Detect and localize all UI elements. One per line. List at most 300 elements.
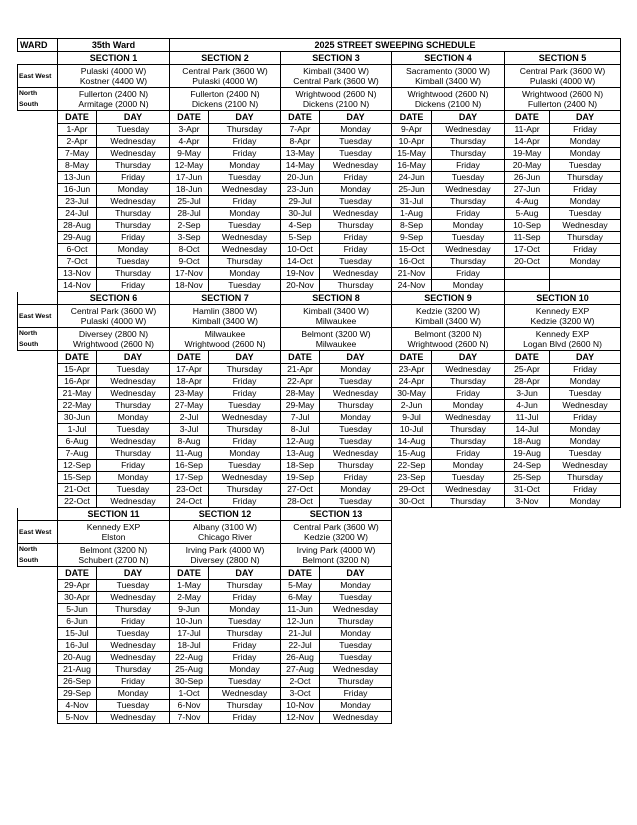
sweep-day: Wednesday	[432, 364, 505, 376]
label-spacer	[18, 688, 58, 700]
sweep-date: 2-Apr	[58, 136, 97, 148]
sweep-date: 1-May	[170, 580, 209, 592]
north-south-street-1: Belmont (3200 N)	[79, 544, 148, 555]
north-south-street-1: Belmont (3200 W)	[301, 328, 371, 339]
sweep-date: 20-Oct	[505, 256, 550, 268]
sweep-date: 11-Jun	[281, 604, 320, 616]
sweep-date: 10-Apr	[392, 136, 432, 148]
north-south-street-1: Irving Park (4000 W)	[185, 544, 265, 555]
sweep-date: 29-May	[281, 400, 320, 412]
section-title: SECTION 8	[281, 292, 392, 305]
sweep-date	[505, 268, 550, 280]
sweep-day: Wednesday	[97, 592, 170, 604]
sweep-date: 29-Jul	[281, 196, 320, 208]
sweep-date: 4-Jun	[505, 400, 550, 412]
table-row	[18, 472, 621, 484]
sweep-date: 17-Sep	[170, 472, 209, 484]
day-header: DAY	[550, 351, 621, 364]
north-south-streets	[281, 88, 392, 111]
sweep-day: Thursday	[432, 136, 505, 148]
east-west-street-1: Central Park (3600 W)	[293, 521, 379, 532]
label-spacer	[18, 351, 58, 364]
east-west-streets	[281, 305, 392, 328]
label-spacer	[18, 472, 58, 484]
north-south-street-2: Dickens (2100 N)	[191, 99, 259, 109]
sweep-date: 28-Apr	[505, 376, 550, 388]
east-west-street-2: Pulaski (4000 W)	[80, 316, 147, 326]
sweep-day: Tuesday	[320, 592, 392, 604]
table-row	[18, 232, 621, 244]
label-spacer	[18, 496, 58, 508]
sweep-date: 26-Sep	[58, 676, 97, 688]
sweep-date: 24-Sep	[505, 460, 550, 472]
sweep-day: Tuesday	[97, 424, 170, 436]
label-spacer	[18, 412, 58, 424]
sweep-date: 23-May	[170, 388, 209, 400]
table-row	[18, 400, 621, 412]
sweep-date: 22-Oct	[58, 496, 97, 508]
sweep-day: Tuesday	[97, 628, 170, 640]
sweep-date: 8-Apr	[281, 136, 320, 148]
sweep-day: Monday	[550, 148, 621, 160]
east-west-street-2: Chicago River	[198, 532, 252, 542]
east-west-streets	[58, 65, 170, 88]
table-row	[18, 364, 621, 376]
sweep-day: Wednesday	[320, 448, 392, 460]
label-spacer	[18, 676, 58, 688]
day-header: DAY	[97, 351, 170, 364]
day-header: DAY	[209, 111, 281, 124]
east-west-street-1: Kedzie (3200 W)	[416, 305, 481, 316]
sweep-date: 15-Sep	[58, 472, 97, 484]
sweep-date: 19-May	[505, 148, 550, 160]
sweep-day: Monday	[209, 208, 281, 220]
sweep-day: Friday	[550, 484, 621, 496]
sweep-day: Friday	[550, 124, 621, 136]
sweep-date: 23-Oct	[170, 484, 209, 496]
sweep-date: 6-Nov	[170, 700, 209, 712]
sweep-date: 6-Jun	[58, 616, 97, 628]
sweep-day: Wednesday	[432, 412, 505, 424]
sweep-day: Tuesday	[550, 448, 621, 460]
sweep-day: Tuesday	[97, 484, 170, 496]
sweep-day: Wednesday	[97, 136, 170, 148]
label-spacer	[18, 628, 58, 640]
sweep-date: 25-Jun	[392, 184, 432, 196]
date-header: DATE	[58, 567, 97, 580]
sweep-date: 24-Apr	[392, 376, 432, 388]
day-header: DAY	[97, 567, 170, 580]
sweep-day: Friday	[209, 592, 281, 604]
east-west-street-1: Kimball (3400 W)	[303, 305, 369, 316]
label-spacer	[18, 136, 58, 148]
sweep-date: 14-Aug	[392, 436, 432, 448]
sweep-day: Tuesday	[209, 280, 281, 292]
label-spacer	[18, 592, 58, 604]
sweep-date: 8-Aug	[170, 436, 209, 448]
east-west-label: East West	[18, 521, 58, 544]
sweep-date: 6-Aug	[58, 436, 97, 448]
sweep-day: Monday	[209, 604, 281, 616]
north-south-label	[18, 544, 58, 567]
section-title: SECTION 4	[392, 52, 505, 65]
sweep-date: 21-Nov	[392, 268, 432, 280]
sweep-day: Friday	[209, 136, 281, 148]
sweep-day: Monday	[320, 700, 392, 712]
group-3-east-west-row	[18, 521, 621, 544]
sweep-day: Friday	[209, 496, 281, 508]
empty-cell	[392, 664, 621, 676]
north-south-streets	[392, 88, 505, 111]
sweep-date: 23-Jul	[58, 196, 97, 208]
empty-cell	[392, 640, 621, 652]
sweep-day: Friday	[320, 232, 392, 244]
empty-cell	[392, 604, 621, 616]
sweep-date: 29-Apr	[58, 580, 97, 592]
day-header: DAY	[97, 111, 170, 124]
sweep-day: Tuesday	[320, 496, 392, 508]
empty-cell	[392, 592, 621, 604]
sweep-date: 3-Jul	[170, 424, 209, 436]
north-south-street-1: Milwaukee	[204, 328, 246, 339]
sweep-date: 8-Oct	[170, 244, 209, 256]
east-west-street-1: Kennedy EXP	[86, 521, 141, 532]
section-title: SECTION 5	[505, 52, 621, 65]
sweep-date: 5-Sep	[281, 232, 320, 244]
sweep-date: 10-Sep	[505, 220, 550, 232]
sweep-date: 21-Jul	[281, 628, 320, 640]
east-west-street-1: Central Park (3600 W)	[519, 65, 606, 76]
sweep-day: Friday	[320, 244, 392, 256]
sweep-date: 9-Jul	[392, 412, 432, 424]
sweep-day: Wednesday	[432, 124, 505, 136]
north-south-streets	[170, 544, 281, 567]
sweep-date: 22-Jul	[281, 640, 320, 652]
sweep-day: Thursday	[97, 664, 170, 676]
east-west-street-2: Kedzie (3200 W)	[530, 316, 595, 326]
empty-cell	[392, 616, 621, 628]
table-row	[18, 184, 621, 196]
sweep-day: Thursday	[209, 484, 281, 496]
sweep-day: Wednesday	[432, 484, 505, 496]
north-south-street-2: Belmont (3200 N)	[302, 555, 370, 565]
sweep-day: Friday	[320, 688, 392, 700]
sweep-day: Thursday	[432, 424, 505, 436]
table-row	[18, 484, 621, 496]
north-south-street-2: Wrightwood (2600 N)	[407, 339, 489, 349]
table-row	[18, 628, 621, 640]
sweep-day: Monday	[550, 496, 621, 508]
group-1-section-header-row	[18, 52, 621, 65]
sweep-date: 28-Aug	[58, 220, 97, 232]
sweep-date: 22-Aug	[170, 652, 209, 664]
sweep-day: Friday	[97, 232, 170, 244]
sweep-day: Tuesday	[550, 388, 621, 400]
sweep-date: 27-Oct	[281, 484, 320, 496]
sweep-date: 13-Aug	[281, 448, 320, 460]
sweep-date: 30-May	[392, 388, 432, 400]
sweep-date: 31-Oct	[505, 484, 550, 496]
sweep-date: 19-Sep	[281, 472, 320, 484]
north-label: North	[19, 330, 38, 337]
north-south-street-2: Wrightwood (2600 N)	[184, 339, 266, 349]
east-west-streets	[170, 305, 281, 328]
sweep-day: Monday	[550, 256, 621, 268]
table-row	[18, 688, 621, 700]
north-south-street-2: Armitage (2000 N)	[78, 99, 149, 109]
north-south-street-2: Wrightwood (2600 N)	[72, 339, 155, 349]
sweep-day: Friday	[209, 712, 281, 724]
label-spacer	[18, 148, 58, 160]
sweep-day: Thursday	[320, 676, 392, 688]
sweep-day: Monday	[550, 196, 621, 208]
label-spacer	[18, 376, 58, 388]
label-spacer	[18, 652, 58, 664]
sweep-day: Wednesday	[97, 148, 170, 160]
sweep-date: 15-Aug	[392, 448, 432, 460]
sweep-day: Monday	[550, 376, 621, 388]
sweep-date: 21-Aug	[58, 664, 97, 676]
sweep-day: Wednesday	[320, 160, 392, 172]
table-row	[18, 496, 621, 508]
north-south-streets	[58, 88, 170, 111]
table-row	[18, 664, 621, 676]
empty-cell	[392, 567, 621, 580]
table-row	[18, 460, 621, 472]
schedule-title: 2025 STREET SWEEPING SCHEDULE	[170, 39, 621, 52]
label-spacer	[18, 700, 58, 712]
sweep-day: Friday	[209, 196, 281, 208]
south-label: South	[19, 557, 39, 564]
sweep-date: 22-Apr	[281, 376, 320, 388]
section-title: SECTION 7	[170, 292, 281, 305]
sweep-day: Thursday	[320, 460, 392, 472]
sweep-day: Tuesday	[209, 460, 281, 472]
sweep-day: Thursday	[97, 220, 170, 232]
sweep-date: 11-Sep	[505, 232, 550, 244]
day-header: DAY	[320, 351, 392, 364]
sweep-day: Tuesday	[432, 232, 505, 244]
east-west-streets	[392, 305, 505, 328]
sweep-day: Thursday	[209, 124, 281, 136]
sweep-date: 29-Oct	[392, 484, 432, 496]
sweep-date: 14-May	[281, 160, 320, 172]
sweep-date: 15-Oct	[392, 244, 432, 256]
sweep-date: 11-Jul	[505, 412, 550, 424]
day-header: DAY	[209, 567, 281, 580]
sweep-date: 18-Jul	[170, 640, 209, 652]
sweep-day: Monday	[97, 244, 170, 256]
sweep-day: Wednesday	[97, 388, 170, 400]
sweep-date: 30-Jul	[281, 208, 320, 220]
sweep-day: Wednesday	[209, 244, 281, 256]
sweep-day: Tuesday	[320, 640, 392, 652]
sweep-day: Friday	[432, 160, 505, 172]
date-header: DATE	[58, 351, 97, 364]
sweep-day: Thursday	[209, 424, 281, 436]
east-west-street-2: Elston	[101, 532, 126, 542]
sweep-date: 2-Sep	[170, 220, 209, 232]
sweep-date: 17-Nov	[170, 268, 209, 280]
sweep-day: Wednesday	[209, 184, 281, 196]
sweep-date: 23-Jun	[281, 184, 320, 196]
label-spacer	[18, 388, 58, 400]
sweep-date: 16-Sep	[170, 460, 209, 472]
sweep-day: Monday	[432, 280, 505, 292]
sweep-date: 14-Jul	[505, 424, 550, 436]
sweep-day: Tuesday	[320, 652, 392, 664]
sweep-day: Monday	[97, 688, 170, 700]
sweep-date: 20-Jun	[281, 172, 320, 184]
sweep-day: Tuesday	[432, 172, 505, 184]
sweep-date: 18-Jun	[170, 184, 209, 196]
sweep-date: 2-Jul	[170, 412, 209, 424]
sweep-date: 7-Nov	[170, 712, 209, 724]
sweep-date: 13-Nov	[58, 268, 97, 280]
sweep-day: Friday	[550, 244, 621, 256]
sweep-date: 13-Jun	[58, 172, 97, 184]
sweep-day: Tuesday	[320, 424, 392, 436]
sweep-day: Tuesday	[320, 256, 392, 268]
date-header: DATE	[170, 567, 209, 580]
east-west-street-1: Pulaski (4000 W)	[80, 65, 147, 76]
sweep-date: 2-May	[170, 592, 209, 604]
section-title: SECTION 12	[170, 508, 281, 521]
sweep-day: Monday	[320, 184, 392, 196]
north-south-street-2: Logan Blvd (2600 N)	[523, 339, 602, 349]
north-south-street-1: Belmont (3200 N)	[414, 328, 482, 339]
sweep-day: Wednesday	[97, 712, 170, 724]
label-spacer	[18, 268, 58, 280]
sweep-date: 1-Oct	[170, 688, 209, 700]
sweep-day: Monday	[320, 628, 392, 640]
sweep-date: 17-Apr	[170, 364, 209, 376]
sweep-day: Wednesday	[97, 640, 170, 652]
sweep-day: Tuesday	[320, 196, 392, 208]
sweep-date: 10-Nov	[281, 700, 320, 712]
north-south-streets	[170, 88, 281, 111]
group-2-section-header-row	[18, 292, 621, 305]
sweep-day: Thursday	[550, 472, 621, 484]
north-south-street-2: Dickens (2100 N)	[414, 99, 482, 109]
label-spacer	[18, 664, 58, 676]
sweep-date: 20-Nov	[281, 280, 320, 292]
label-spacer	[18, 52, 58, 65]
sweep-date: 31-Jul	[392, 196, 432, 208]
label-spacer	[18, 124, 58, 136]
sweep-date: 25-Apr	[505, 364, 550, 376]
table-row	[18, 160, 621, 172]
sweep-day: Monday	[97, 412, 170, 424]
sweep-day: Wednesday	[432, 184, 505, 196]
sweep-day: Wednesday	[550, 400, 621, 412]
title-row	[18, 39, 621, 52]
sweep-date: 16-Oct	[392, 256, 432, 268]
north-south-street-1: Fullerton (2400 N)	[78, 88, 149, 99]
schedule-table	[17, 38, 621, 724]
sweep-date: 3-Sep	[170, 232, 209, 244]
sweep-day: Monday	[97, 472, 170, 484]
sweep-date: 2-Oct	[281, 676, 320, 688]
sweep-day: Wednesday	[320, 388, 392, 400]
north-south-streets	[58, 328, 170, 351]
sweep-day: Friday	[550, 412, 621, 424]
sweep-day: Friday	[209, 376, 281, 388]
label-spacer	[18, 292, 58, 305]
sweep-date: 26-Jun	[505, 172, 550, 184]
sweep-day: Friday	[97, 460, 170, 472]
sweep-date: 10-Oct	[281, 244, 320, 256]
north-south-street-2: Diversey (2800 N)	[190, 555, 260, 565]
sweep-date: 19-Aug	[505, 448, 550, 460]
sweep-day: Friday	[97, 172, 170, 184]
group-3-column-header-row	[18, 567, 621, 580]
east-west-streets	[281, 521, 392, 544]
sweep-date: 30-Apr	[58, 592, 97, 604]
sweep-date: 11-Apr	[505, 124, 550, 136]
empty-cell	[392, 521, 621, 544]
sweep-date: 25-Jul	[170, 196, 209, 208]
sweep-day: Monday	[432, 460, 505, 472]
sweep-date	[505, 280, 550, 292]
sweep-date: 16-Apr	[58, 376, 97, 388]
north-south-street-1: Wrightwood (2600 N)	[522, 88, 604, 99]
sweep-date: 5-Nov	[58, 712, 97, 724]
sweep-date: 5-May	[281, 580, 320, 592]
empty-cell	[392, 688, 621, 700]
sweep-date: 3-Nov	[505, 496, 550, 508]
sweep-day: Friday	[209, 652, 281, 664]
north-south-streets	[505, 88, 621, 111]
sweep-day: Tuesday	[209, 400, 281, 412]
sweep-day: Thursday	[97, 208, 170, 220]
group-3-north-south-row	[18, 544, 621, 567]
sweep-date: 1-Aug	[392, 208, 432, 220]
label-spacer	[18, 400, 58, 412]
east-west-label: East West	[18, 305, 58, 328]
sweep-day: Wednesday	[97, 196, 170, 208]
sweep-date: 7-Jul	[281, 412, 320, 424]
section-title: SECTION 3	[281, 52, 392, 65]
date-header: DATE	[58, 111, 97, 124]
label-spacer	[18, 280, 58, 292]
south-label: South	[19, 101, 39, 108]
sweep-day: Wednesday	[209, 688, 281, 700]
east-west-street-1: Hamlin (3800 W)	[192, 305, 258, 316]
sweep-date: 22-Sep	[392, 460, 432, 472]
table-row	[18, 652, 621, 664]
east-west-street-2: Milwaukee	[315, 316, 357, 326]
sweep-day: Friday	[432, 268, 505, 280]
sweep-date: 27-May	[170, 400, 209, 412]
sweep-date: 14-Apr	[505, 136, 550, 148]
sweep-day: Tuesday	[320, 148, 392, 160]
north-south-street-2: Milwaukee	[315, 339, 357, 349]
sweep-date: 25-Aug	[170, 664, 209, 676]
sweep-date: 4-Sep	[281, 220, 320, 232]
east-west-street-1: Central Park (3600 W)	[182, 65, 268, 76]
sweep-day: Wednesday	[209, 232, 281, 244]
day-header: DAY	[432, 111, 505, 124]
sweep-date: 23-Apr	[392, 364, 432, 376]
sweep-day: Monday	[320, 124, 392, 136]
table-row	[18, 136, 621, 148]
day-header: DAY	[550, 111, 621, 124]
sweep-date: 29-Aug	[58, 232, 97, 244]
sweep-day: Tuesday	[320, 376, 392, 388]
sweep-date: 24-Jun	[392, 172, 432, 184]
sweep-date: 18-Nov	[170, 280, 209, 292]
